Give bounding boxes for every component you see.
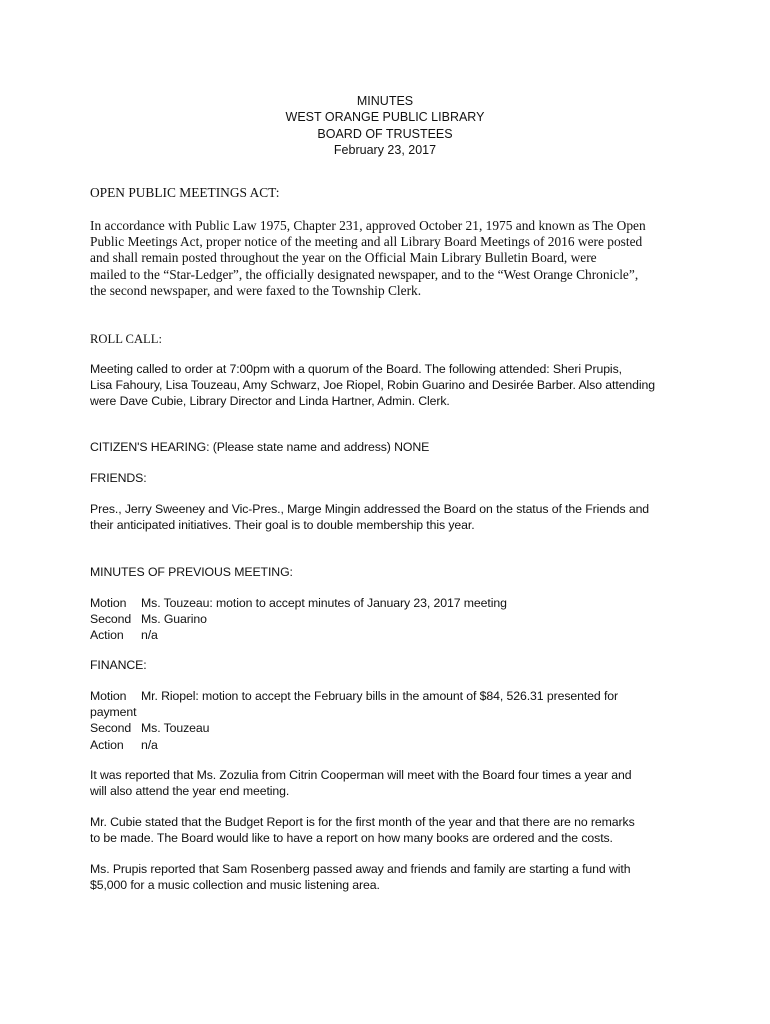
roll-call-paragraph	[90, 361, 690, 410]
paragraph-line: were Dave Cubie, Library Director and Linda Hartner, Admin. Clerk.	[90, 394, 450, 409]
motion-continuation: payment	[90, 705, 137, 720]
citizens-hearing-heading: CITIZEN'S HEARING: (Please state name and address) NONE	[90, 440, 430, 454]
action-line	[90, 627, 690, 643]
previous-minutes-heading: MINUTES OF PREVIOUS MEETING:	[90, 565, 293, 579]
motion-label: Motion	[90, 689, 127, 703]
finance-paragraph-budget	[90, 814, 690, 846]
second-text: Ms. Touzeau	[141, 721, 210, 736]
paragraph-line: to be made. The Board would like to have a report on how many books are ordered and the costs.	[90, 831, 613, 846]
second-line	[90, 720, 690, 736]
finance-motion-block	[90, 688, 690, 753]
paragraph-line: Public Meetings Act, proper notice of the meeting and all Library Board Meetings of 2016 were posted	[90, 234, 643, 250]
second-label: Second	[90, 612, 132, 627]
paragraph-line: Mr. Cubie stated that the Budget Report is for the first month of the year and that there are no remarks	[90, 815, 635, 829]
header-board: BOARD OF TRUSTEES	[317, 126, 453, 141]
action-text: n/a	[141, 628, 158, 643]
finance-paragraph-auditor	[90, 767, 690, 799]
paragraph-line: Ms. Prupis reported that Sam Rosenberg passed away and friends and family are starting a fund with	[90, 862, 631, 876]
paragraph-line: will also attend the year end meeting.	[90, 784, 290, 799]
document-header	[0, 93, 770, 158]
friends-heading: FRIENDS:	[90, 471, 147, 485]
paragraph-line: and shall remain posted throughout the year on the Official Main Library Bulletin Board, were	[90, 250, 597, 266]
action-label: Action	[90, 737, 124, 752]
motion-line	[90, 595, 690, 611]
paragraph-line: In accordance with Public Law 1975, Chapter 231, approved October 21, 1975 and known as The Open	[90, 218, 646, 233]
second-label: Second	[90, 721, 132, 736]
paragraph-line: Pres., Jerry Sweeney and Vic-Pres., Marge Mingin addressed the Board on the status of the Friends and	[90, 502, 650, 516]
open-meetings-paragraph	[90, 218, 690, 299]
action-text: n/a	[141, 737, 158, 752]
paragraph-line: the second newspaper, and were faxed to the Township Clerk.	[90, 282, 422, 298]
action-line	[90, 737, 690, 753]
roll-call-heading: ROLL CALL:	[90, 332, 162, 346]
motion-text: Mr. Riopel: motion to accept the February bills in the amount of $84, 526.31 presented for	[141, 689, 619, 703]
motion-text: Ms. Touzeau: motion to accept minutes of January 23, 2017 meeting	[141, 596, 507, 610]
header-date: February 23, 2017	[333, 142, 437, 157]
second-line	[90, 611, 690, 627]
previous-minutes-motion-block	[90, 595, 690, 644]
paragraph-line: Meeting called to order at 7:00pm with a quorum of the Board. The following attended: Sheri Prupis,	[90, 362, 622, 376]
paragraph-line: their anticipated initiatives. Their goal is to double membership this year.	[90, 518, 475, 533]
finance-paragraph-fund	[90, 861, 690, 893]
motion-line	[90, 688, 690, 704]
paragraph-line: Lisa Fahoury, Lisa Touzeau, Amy Schwarz, Joe Riopel, Robin Guarino and Desirée Barber. Also attending	[90, 378, 655, 393]
open-meetings-heading: OPEN PUBLIC MEETINGS ACT:	[90, 185, 280, 200]
second-text: Ms. Guarino	[141, 612, 207, 627]
paragraph-line: It was reported that Ms. Zozulia from Citrin Cooperman will meet with the Board four times a year and	[90, 768, 632, 782]
finance-heading: FINANCE:	[90, 658, 147, 672]
paragraph-line: $5,000 for a music collection and music listening area.	[90, 878, 380, 893]
action-label: Action	[90, 628, 124, 643]
motion-label: Motion	[90, 596, 127, 610]
friends-paragraph	[90, 501, 690, 533]
paragraph-line: mailed to the “Star-Ledger”, the officially designated newspaper, and to the “West Orange Chronicle”,	[90, 266, 639, 282]
header-organization: WEST ORANGE PUBLIC LIBRARY	[285, 110, 485, 125]
header-title: MINUTES	[356, 94, 414, 108]
